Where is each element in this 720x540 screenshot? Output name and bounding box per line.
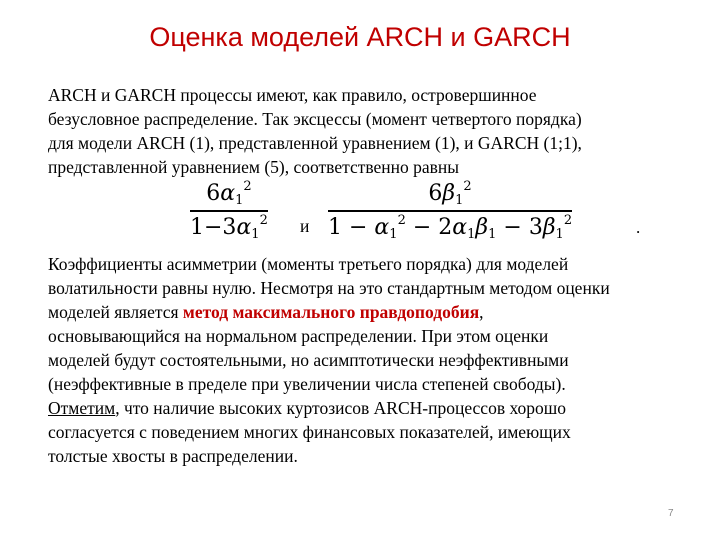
text-line: (неэффективные в пределе при увеличении числа степеней свободы). xyxy=(48,374,566,394)
text-segment: , что наличие высоких куртозисов ARCH-процессов хорошо xyxy=(115,398,567,418)
text-line: согласуется с поведением многих финансовых показателей, имеющих xyxy=(48,422,571,442)
arch-kurtosis-fraction: $6\alpha_1^2$ $1-3\alpha_1^2$ xyxy=(190,179,268,242)
conjunction-text: и xyxy=(300,216,310,236)
intro-paragraph xyxy=(48,83,688,179)
text-line xyxy=(48,300,688,324)
slide-title: Оценка моделей ARCH и GARCH xyxy=(149,22,571,52)
page-number: 7 xyxy=(668,508,674,519)
garch-kurtosis-fraction: $6\beta_1^2$ $1 - \alpha_1^2 - 2\alpha_1\beta_1 - 3\beta_1^2$ xyxy=(328,179,573,242)
formula-period: . xyxy=(636,218,641,237)
text-line: для модели ARCH (1), представленной уравнением (1), и GARCH (1;1), xyxy=(48,133,582,153)
text-line: моделей будут состоятельными, но асимптотически неэффективными xyxy=(48,350,569,370)
main-paragraph xyxy=(48,252,688,468)
highlighted-term: метод максимального правдоподобия xyxy=(182,302,480,322)
underlined-term: Отметим xyxy=(48,398,116,418)
text-line: безусловное распределение. Так эксцессы (момент четвертого порядка) xyxy=(48,109,582,129)
text-line: Коэффициенты асимметрии (моменты третьего порядка) для моделей xyxy=(48,254,569,274)
text-line: основывающийся на нормальном распределении. При этом оценки xyxy=(48,326,549,346)
text-segment: , xyxy=(479,302,484,322)
text-line: толстые хвосты в распределении. xyxy=(48,446,298,466)
text-line: волатильности равны нулю. Несмотря на это стандартным методом оценки xyxy=(48,278,610,298)
text-segment: моделей является xyxy=(48,302,183,322)
text-line: ARCH и GARCH процессы имеют, как правило, островершинное xyxy=(48,85,537,105)
kurtosis-formulas xyxy=(190,180,690,248)
text-line xyxy=(48,396,688,420)
text-line: представленной уравнением (5), соответственно равны xyxy=(48,157,460,177)
